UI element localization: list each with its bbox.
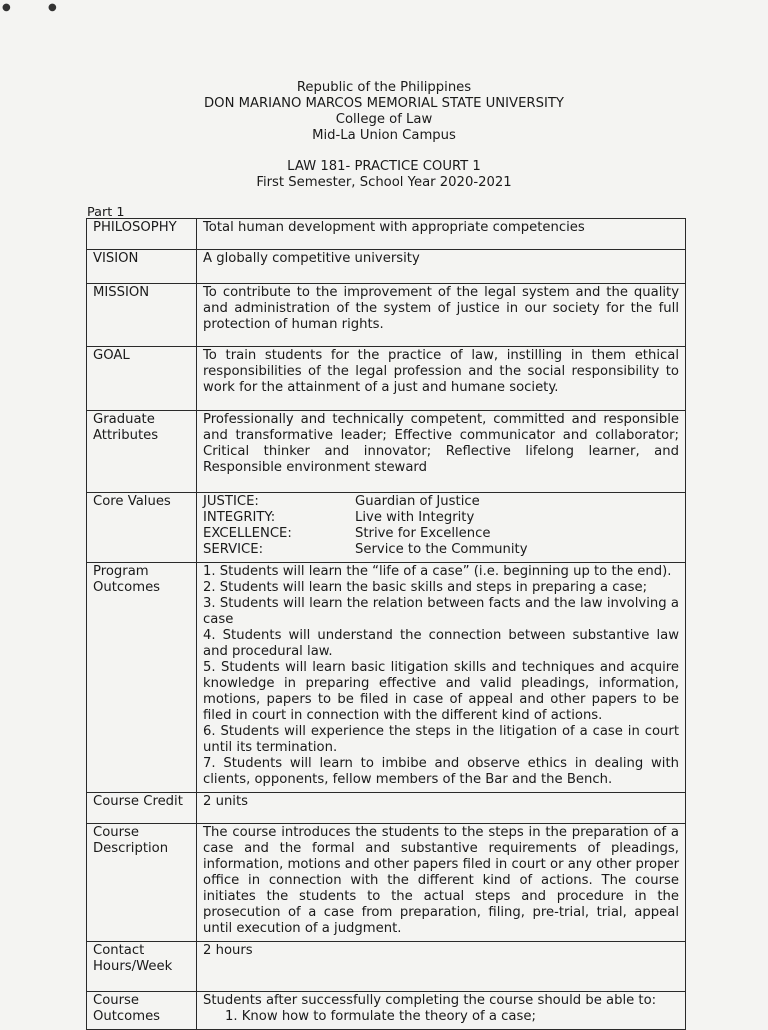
- part-label: Part 1: [87, 205, 125, 220]
- core-value-text: Live with Integrity: [355, 510, 475, 525]
- core-value-text: Strive for Excellence: [355, 526, 491, 541]
- row-program-outcomes: [87, 563, 686, 793]
- row-course-description: [87, 824, 686, 942]
- core-value-row: [203, 494, 679, 510]
- course-title: LAW 181- PRACTICE COURT 1: [287, 159, 481, 174]
- row-contact-hours: [87, 942, 686, 992]
- core-value-key: INTEGRITY:: [203, 510, 276, 525]
- course-outcome-item: 1. Know how to formulate the theory of a case;: [225, 1009, 536, 1024]
- row-philosophy: [87, 219, 686, 250]
- course-credit-value: 2 units: [197, 793, 686, 824]
- row-core-values: [87, 493, 686, 563]
- program-outcomes-list: [197, 563, 686, 793]
- goal-value: To train students for the practice of law, instilling in them ethical responsibilities of the legal profession and the social responsibility to work for the attainment of a just and humane society.: [197, 347, 686, 411]
- row-goal: [87, 347, 686, 411]
- goal-label: GOAL: [87, 347, 197, 411]
- course-description-label-line2: Description: [93, 841, 169, 856]
- graduate-attributes-label: [87, 411, 197, 493]
- program-outcome-item: 2. Students will learn the basic skills and steps in preparing a case;: [203, 580, 648, 595]
- graduate-attributes-label-line1: Graduate: [93, 412, 155, 427]
- program-outcomes-label-line1: Program: [93, 564, 149, 579]
- core-values-list: [197, 493, 686, 563]
- contact-hours-label-line2: Hours/Week: [93, 959, 173, 974]
- core-value-text: Service to the Community: [355, 542, 528, 557]
- row-graduate-attributes: [87, 411, 686, 493]
- header-college: College of Law: [335, 112, 433, 127]
- philosophy-label: PHILOSOPHY: [87, 219, 197, 250]
- contact-hours-label-line1: Contact: [93, 943, 145, 958]
- course-outcomes-label-line2: Outcomes: [93, 1009, 161, 1024]
- graduate-attributes-label-line2: Attributes: [93, 428, 159, 443]
- course-description-value: The course introduces the students to the steps in the preparation of a case and the formal and substantive requirements of pleadings, information, motions and other papers filed in court or any other proper office in connection with the different kind of actions. The course initiates the students to the actual steps and procedure in the prosecution of a case from preparation, filing, pre-trial, trial, appeal until execution of a judgment.: [197, 824, 686, 942]
- row-vision: [87, 250, 686, 284]
- graduate-attributes-value: Professionally and technically competent, committed and responsible and transformative leader; Effective communicator and collaborator; Critical thinker and innovator; Reflective lifelong learner, and Responsible environment steward: [197, 411, 686, 493]
- vision-label: VISION: [87, 250, 197, 284]
- header-campus: Mid-La Union Campus: [312, 128, 456, 143]
- core-value-key: EXCELLENCE:: [203, 526, 292, 541]
- program-outcome-item: 1. Students will learn the “life of a case” (i.e. beginning up to the end).: [203, 564, 672, 579]
- program-outcome-item: 3. Students will learn the relation between facts and the law involving a case: [203, 596, 679, 627]
- philosophy-value: Total human development with appropriate competencies: [197, 219, 686, 250]
- core-value-key: SERVICE:: [203, 542, 264, 557]
- header-university: DON MARIANO MARCOS MEMORIAL STATE UNIVERSITY: [204, 96, 564, 111]
- row-mission: [87, 284, 686, 347]
- core-values-label: Core Values: [87, 493, 197, 563]
- core-value-row: [203, 526, 679, 542]
- document-header: [0, 80, 768, 191]
- core-value-row: [203, 542, 679, 558]
- core-value-key: JUSTICE:: [203, 494, 259, 509]
- contact-hours-value: 2 hours: [197, 942, 686, 992]
- syllabus-table: [86, 218, 686, 1030]
- course-term: First Semester, School Year 2020-2021: [256, 175, 512, 190]
- program-outcomes-label-line2: Outcomes: [93, 580, 161, 595]
- program-outcome-item: 7. Students will learn to imbibe and observe ethics in dealing with clients, opponents, fellow members of the Bar and the Bench.: [203, 756, 679, 787]
- mission-label: MISSION: [87, 284, 197, 347]
- course-credit-label: Course Credit: [87, 793, 197, 824]
- course-description-label-line1: Course: [93, 825, 140, 840]
- contact-hours-label: [87, 942, 197, 992]
- core-value-text: Guardian of Justice: [355, 494, 480, 509]
- row-course-credit: [87, 793, 686, 824]
- core-value-row: [203, 510, 679, 526]
- program-outcome-item: 6. Students will experience the steps in the litigation of a case in court until its termination.: [203, 724, 679, 755]
- course-outcomes-label-line1: Course: [93, 993, 140, 1008]
- vision-value: A globally competitive university: [197, 250, 686, 284]
- course-outcomes-intro: Students after successfully completing the course should be able to:: [203, 993, 657, 1008]
- program-outcome-item: 4. Students will understand the connection between substantive law and procedural law.: [203, 628, 679, 659]
- corner-mark-right: ●: [48, 2, 57, 13]
- mission-value: To contribute to the improvement of the legal system and the quality and administration of the system of justice in our society for the full protection of human rights.: [197, 284, 686, 347]
- corner-mark-left: ●: [2, 2, 11, 13]
- program-outcomes-label: [87, 563, 197, 793]
- program-outcome-item: 5. Students will learn basic litigation skills and techniques and acquire knowledge in preparing effective and valid pleadings, information, motions, papers to be filed in case of appeal and other papers to be filed in court in connection with the different kind of actions.: [203, 660, 679, 723]
- course-description-label: [87, 824, 197, 942]
- header-republic: Republic of the Philippines: [296, 80, 472, 95]
